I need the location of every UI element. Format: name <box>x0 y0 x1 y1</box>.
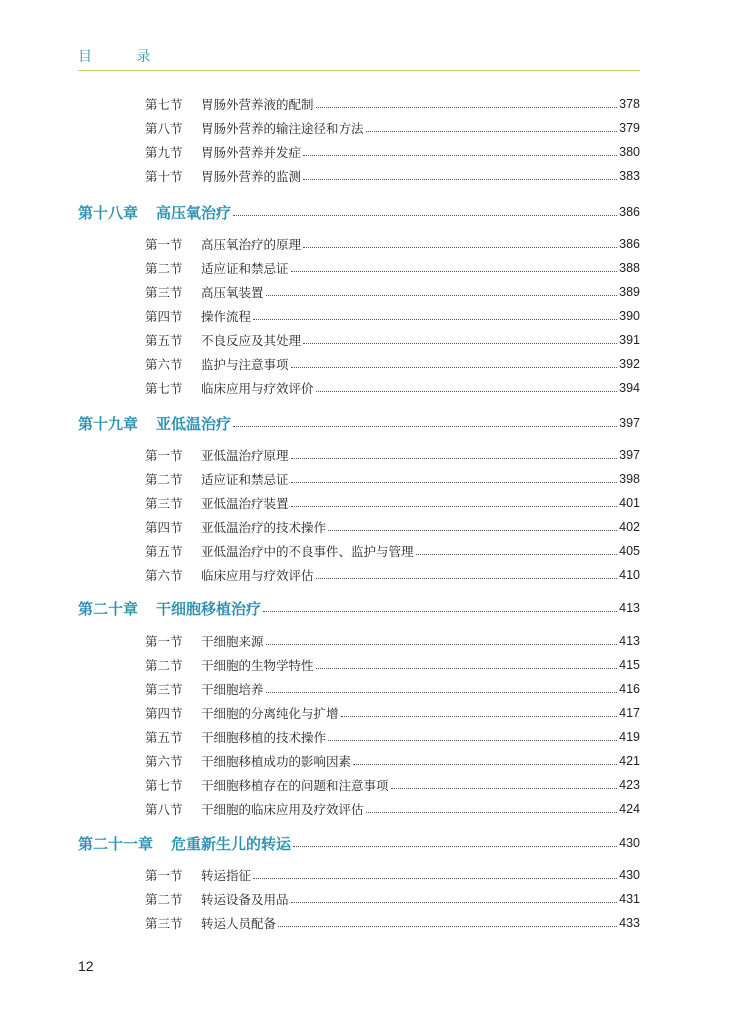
dot-leader <box>291 506 618 507</box>
dot-leader <box>233 215 617 216</box>
dot-leader <box>316 391 618 392</box>
section-title: 干细胞的分离纯化与扩增 <box>201 706 339 721</box>
toc-chapter-entry[interactable] <box>78 832 640 854</box>
section-page: 415 <box>619 658 640 672</box>
section-number: 第十节 <box>145 169 183 184</box>
section-title: 胃肠外营养的输注途径和方法 <box>201 121 364 136</box>
section-title: 亚低温治疗中的不良事件、监护与管理 <box>201 544 414 559</box>
section-page: 397 <box>619 448 640 462</box>
toc-section-entry[interactable] <box>145 751 640 771</box>
section-number: 第七节 <box>145 778 183 793</box>
toc-section-entry[interactable] <box>145 378 640 398</box>
section-number: 第六节 <box>145 754 183 769</box>
dot-leader <box>341 716 618 717</box>
dot-leader <box>291 482 618 483</box>
section-page: 386 <box>619 237 640 251</box>
dot-leader <box>366 131 618 132</box>
section-title: 干细胞移植的技术操作 <box>201 730 327 745</box>
section-title: 干细胞的临床应用及疗效评估 <box>201 802 364 817</box>
dot-leader <box>303 343 617 344</box>
toc-section-entry[interactable] <box>145 445 640 465</box>
dot-leader <box>266 295 618 296</box>
section-number: 第三节 <box>145 682 183 697</box>
dot-leader <box>366 812 618 813</box>
section-title: 高压氧治疗的原理 <box>201 237 302 252</box>
section-page: 394 <box>619 381 640 395</box>
dot-leader <box>391 788 618 789</box>
chapter-number: 第二十一章 <box>78 834 154 853</box>
dot-leader <box>253 878 617 879</box>
dot-leader <box>291 458 618 459</box>
chapter-page: 430 <box>619 836 640 850</box>
toc-section-entry[interactable] <box>145 234 640 254</box>
dot-leader <box>266 644 618 645</box>
section-number: 第四节 <box>145 520 183 535</box>
dot-leader <box>263 611 617 612</box>
dot-leader <box>253 319 617 320</box>
chapter-number: 第十九章 <box>78 414 139 433</box>
section-number: 第三节 <box>145 496 183 511</box>
section-title: 转运指征 <box>201 868 252 883</box>
dot-leader <box>416 554 618 555</box>
section-title: 适应证和禁忌证 <box>201 261 289 276</box>
section-title: 干细胞移植成功的影响因素 <box>201 754 352 769</box>
chapter-title: 危重新生儿的转运 <box>171 834 292 853</box>
section-page: 390 <box>619 309 640 323</box>
chapter-title: 干细胞移植治疗 <box>156 599 262 618</box>
section-title: 亚低温治疗原理 <box>201 448 289 463</box>
section-number: 第一节 <box>145 634 183 649</box>
dot-leader <box>266 692 618 693</box>
section-page: 430 <box>619 868 640 882</box>
chapter-number: 第二十章 <box>78 599 139 618</box>
section-number: 第五节 <box>145 730 183 745</box>
section-number: 第五节 <box>145 544 183 559</box>
section-page: 433 <box>619 916 640 930</box>
section-number: 第七节 <box>145 97 183 112</box>
toc-section-entry[interactable] <box>145 865 640 885</box>
toc-section-entry[interactable] <box>145 94 640 114</box>
section-page: 424 <box>619 802 640 816</box>
section-page: 416 <box>619 682 640 696</box>
section-title: 亚低温治疗的技术操作 <box>201 520 327 535</box>
toc-section-entry[interactable] <box>145 775 640 795</box>
dot-leader <box>328 740 617 741</box>
section-title: 胃肠外营养并发症 <box>201 145 302 160</box>
toc-section-entry[interactable] <box>145 166 640 186</box>
section-page: 423 <box>619 778 640 792</box>
section-page: 378 <box>619 97 640 111</box>
section-number: 第五节 <box>145 333 183 348</box>
toc-section-entry[interactable] <box>145 565 640 585</box>
toc-section-entry[interactable] <box>145 727 640 747</box>
toc-section-entry[interactable] <box>145 799 640 819</box>
section-title: 转运人员配备 <box>201 916 277 931</box>
section-title: 干细胞的生物学特性 <box>201 658 314 673</box>
section-page: 421 <box>619 754 640 768</box>
toc-chapter-entry[interactable] <box>78 597 640 619</box>
toc-section-entry[interactable] <box>145 541 640 561</box>
header-title: 目 录 <box>78 49 171 65</box>
toc-chapter-entry[interactable] <box>78 412 640 434</box>
section-number: 第七节 <box>145 381 183 396</box>
dot-leader <box>316 107 618 108</box>
section-number: 第四节 <box>145 706 183 721</box>
chapter-title: 高压氧治疗 <box>156 203 232 222</box>
toc-section-entry[interactable] <box>145 631 640 651</box>
section-page: 431 <box>619 892 640 906</box>
section-number: 第六节 <box>145 357 183 372</box>
toc-section-entry[interactable] <box>145 142 640 162</box>
section-page: 401 <box>619 496 640 510</box>
chapter-page: 397 <box>619 416 640 430</box>
section-title: 高压氧装置 <box>201 285 264 300</box>
section-page: 402 <box>619 520 640 534</box>
toc-section-entry[interactable] <box>145 469 640 489</box>
dot-leader <box>353 764 617 765</box>
section-title: 临床应用与疗效评估 <box>201 568 314 583</box>
section-page: 392 <box>619 357 640 371</box>
chapter-title: 亚低温治疗 <box>156 414 232 433</box>
toc-section-entry[interactable] <box>145 703 640 723</box>
chapter-number: 第十八章 <box>78 203 139 222</box>
section-title: 干细胞移植存在的问题和注意事项 <box>201 778 389 793</box>
section-page: 391 <box>619 333 640 347</box>
section-title: 干细胞来源 <box>201 634 264 649</box>
toc-section-entry[interactable] <box>145 118 640 138</box>
page-number: 12 <box>78 958 94 974</box>
chapter-page: 413 <box>619 601 640 615</box>
section-page: 379 <box>619 121 640 135</box>
section-number: 第二节 <box>145 261 183 276</box>
section-number: 第二节 <box>145 658 183 673</box>
toc-section-entry[interactable] <box>145 282 640 302</box>
toc-section-entry[interactable] <box>145 354 640 374</box>
toc-chapter-entry[interactable] <box>78 201 640 223</box>
chapter-page: 386 <box>619 205 640 219</box>
section-number: 第二节 <box>145 892 183 907</box>
section-title: 操作流程 <box>201 309 252 324</box>
section-number: 第八节 <box>145 121 183 136</box>
toc-section-entry[interactable] <box>145 913 640 933</box>
section-page: 383 <box>619 169 640 183</box>
section-number: 第二节 <box>145 472 183 487</box>
dot-leader <box>316 668 618 669</box>
section-title: 胃肠外营养液的配制 <box>201 97 314 112</box>
section-number: 第一节 <box>145 237 183 252</box>
dot-leader <box>303 247 617 248</box>
section-page: 417 <box>619 706 640 720</box>
dot-leader <box>303 155 617 156</box>
toc-section-entry[interactable] <box>145 493 640 513</box>
toc-section-entry[interactable] <box>145 517 640 537</box>
section-page: 388 <box>619 261 640 275</box>
section-title: 监护与注意事项 <box>201 357 289 372</box>
section-page: 380 <box>619 145 640 159</box>
section-title: 临床应用与疗效评价 <box>201 381 314 396</box>
section-number: 第八节 <box>145 802 183 817</box>
dot-leader <box>278 926 617 927</box>
section-title: 适应证和禁忌证 <box>201 472 289 487</box>
section-number: 第六节 <box>145 568 183 583</box>
section-number: 第九节 <box>145 145 183 160</box>
toc-section-entry[interactable] <box>145 330 640 350</box>
dot-leader <box>291 902 618 903</box>
section-page: 419 <box>619 730 640 744</box>
dot-leader <box>316 578 618 579</box>
dot-leader <box>293 846 617 847</box>
section-page: 413 <box>619 634 640 648</box>
section-number: 第三节 <box>145 916 183 931</box>
toc-section-entry[interactable] <box>145 655 640 675</box>
dot-leader <box>328 530 617 531</box>
section-title: 干细胞培养 <box>201 682 264 697</box>
dot-leader <box>291 271 618 272</box>
dot-leader <box>291 367 618 368</box>
toc-section-entry[interactable] <box>145 679 640 699</box>
section-page: 389 <box>619 285 640 299</box>
toc-section-entry[interactable] <box>145 889 640 909</box>
section-title: 胃肠外营养的监测 <box>201 169 302 184</box>
dot-leader <box>233 426 617 427</box>
section-number: 第三节 <box>145 285 183 300</box>
section-title: 转运设备及用品 <box>201 892 289 907</box>
toc-section-entry[interactable] <box>145 258 640 278</box>
section-page: 405 <box>619 544 640 558</box>
toc-section-entry[interactable] <box>145 306 640 326</box>
section-page: 398 <box>619 472 640 486</box>
section-title: 亚低温治疗装置 <box>201 496 289 511</box>
section-page: 410 <box>619 568 640 582</box>
section-number: 第四节 <box>145 309 183 324</box>
section-title: 不良反应及其处理 <box>201 333 302 348</box>
section-number: 第一节 <box>145 868 183 883</box>
dot-leader <box>303 179 617 180</box>
section-number: 第一节 <box>145 448 183 463</box>
